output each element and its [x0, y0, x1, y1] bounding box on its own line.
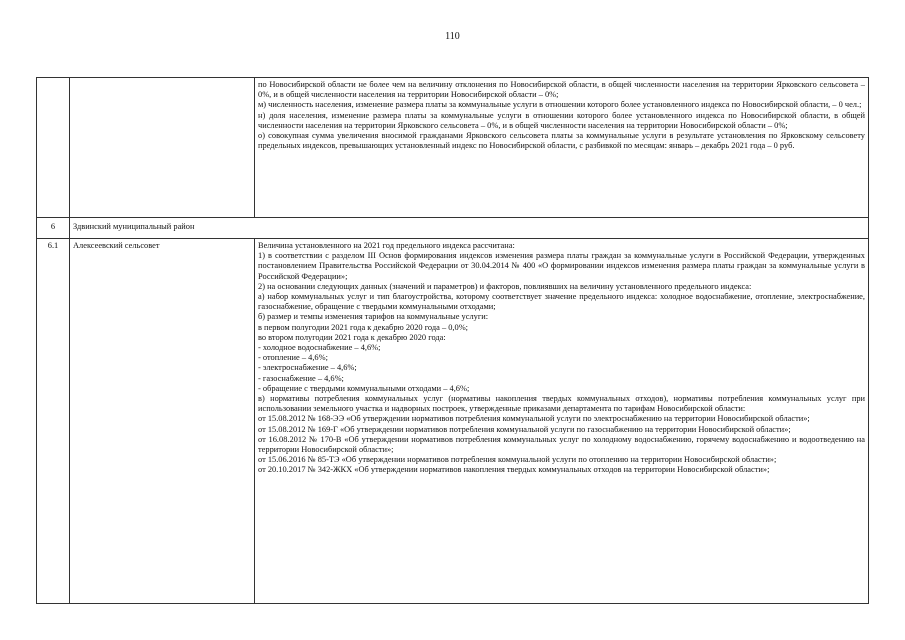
text-paragraph: в первом полугодии 2021 года к декабрю 2020 года – 0,0%;: [258, 322, 468, 332]
row-name-cell: Алексеевский сельсовет: [70, 239, 255, 604]
text-paragraph: от 16.08.2012 № 170-В «Об утверждении нормативов потребления коммунальных услуг по холодному водоснабжению, горячему водоснабжению и водоотведению на территории Новосибирской области»;: [258, 434, 865, 455]
text-paragraph: 1) в соответствии с разделом III Основ формирования индексов изменения размера платы граждан за коммунальные услуги в Российской Федерации, утвержденных постановлением Правительства Российской Федерации от 30.04.2014 № 400 «О формировании индексов изменения размера платы граждан за коммунальные услуги в Российской Федерации»;: [258, 251, 865, 281]
text-paragraph: 2) на основании следующих данных (значений и параметров) и факторов, повлиявших на величину установленного предельного индекса:: [258, 281, 752, 291]
text-paragraph: от 15.08.2012 № 169-Г «Об утверждении нормативов потребления коммунальной услуги по газоснабжению на территории Новосибирской области»;: [258, 424, 791, 434]
text-paragraph: - газоснабжение – 4,6%;: [258, 373, 344, 383]
page-number: 110: [445, 31, 460, 42]
text-paragraph: от 15.06.2016 № 85-ТЭ «Об утверждении нормативов потребления коммунальной услуги по отоплению на территории Новосибирской области»;: [258, 455, 777, 465]
text-paragraph: от 15.08.2012 № 168-ЭЭ «Об утверждении нормативов потребления коммунальной услуги по электроснабжению на территории Новосибирской области»;: [258, 414, 810, 424]
text-paragraph: а) набор коммунальных услуг и тип благоустройства, которому соответствует значение предельного индекса: холодное водоснабжение, отопление, электроснабжение, газоснабжение, обращение с твердыми коммунальными отходами;: [258, 292, 865, 312]
text-paragraph: от 20.10.2017 № 342-ЖКХ «Об утверждении нормативов накопления твердых коммунальных отходов на территории Новосибирской области»;: [258, 465, 770, 475]
text-paragraph: н) доля населения, изменение размера платы за коммунальные услуги в отношении которого более установленного индекса по Новосибирской области, в общей численности населения на территории Ярковского сельсовета – 0%, и в общей численности населения на территории Новосибирской области – 0%;: [258, 110, 865, 130]
row-number-cell: [37, 78, 70, 218]
text-paragraph: - отопление – 4,6%;: [258, 353, 328, 363]
row-number-cell: 6.1: [37, 239, 70, 604]
document-table: [36, 77, 869, 604]
text-paragraph: - обращение с твердыми коммунальными отходами – 4,6%;: [258, 383, 470, 393]
text-paragraph: во втором полугодии 2021 года к декабрю 2020 года:: [258, 332, 446, 342]
text-paragraph: Величина установленного на 2021 год предельного индекса рассчитана:: [258, 241, 515, 250]
text-paragraph: - холодное водоснабжение – 4,6%;: [258, 343, 381, 353]
row-name-cell: [70, 78, 255, 218]
row-text-cell: [255, 78, 869, 218]
table-row: [37, 239, 869, 604]
section-title-cell: Здвинский муниципальный район: [70, 218, 869, 239]
text-paragraph: по Новосибирской области не более чем на величину отклонения по Новосибирской области, в общей численности населения на территории Ярковского сельсовета – 0%, и в общей численности населения на территории Новосибирской области – 0%;: [258, 80, 865, 100]
text-paragraph: в) нормативы потребления коммунальных услуг (нормативы накопления твердых коммунальных отходов), нормативы потребления коммунальных услуг при использовании земельного участка и надворных построек, утвержденные приказами департамента по тарифам Новосибирской области:: [258, 394, 865, 414]
row-text-cell: [255, 239, 869, 604]
section-number-cell: 6: [37, 218, 70, 239]
text-paragraph: м) численность населения, изменение размера платы за коммунальные услуги в отношении которого более установленного индекса по Новосибирской области, – 0 чел.;: [258, 100, 862, 110]
text-paragraph: о) совокупная сумма увеличения вносимой гражданами Ярковского сельсовета платы за коммунальные услуги в результате установления по Ярковскому сельсовету предельных индексов, превышающих установленный индекс по Новосибирской области, с разбивкой по месяцам: январь – декабрь 2021 года – 0 руб.: [258, 131, 865, 151]
text-paragraph: б) размер и темпы изменения тарифов на коммунальные услуги:: [258, 312, 489, 322]
table-row: [37, 218, 869, 239]
text-paragraph: - электроснабжение – 4,6%;: [258, 363, 357, 373]
table-row: [37, 78, 869, 218]
